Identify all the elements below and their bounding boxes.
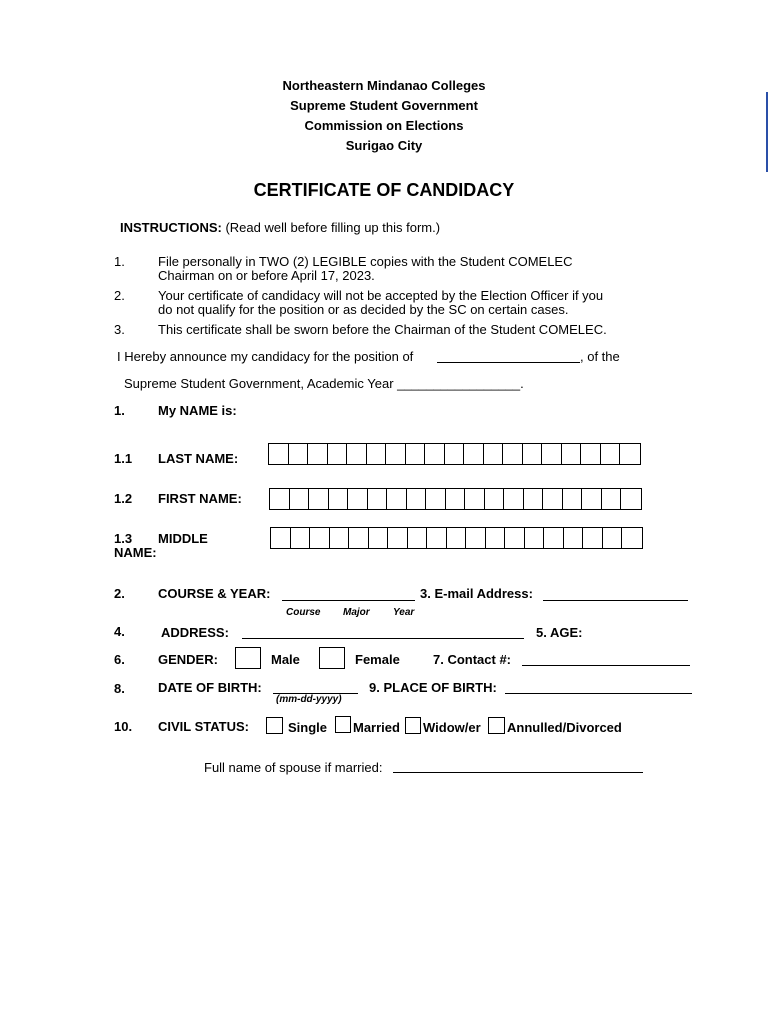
married-checkbox[interactable]	[335, 716, 351, 733]
dob-hint: (mm-dd-yyyy)	[276, 694, 342, 705]
married-label: Married	[353, 720, 400, 735]
name-section-label: My NAME is:	[158, 403, 237, 418]
announce-prefix: I Hereby announce my candidacy for the position of	[117, 349, 414, 364]
age-label: 5. AGE:	[536, 625, 583, 640]
dob-num: 8.	[114, 681, 125, 696]
last-name-label: LAST NAME:	[158, 451, 239, 466]
course-hint-major: Major	[343, 607, 370, 618]
instruction-1-line2: Chairman on or before April 17, 2023.	[158, 268, 375, 283]
last-name-num: 1.1	[114, 451, 133, 466]
instruction-3-line1: This certificate shall be sworn before the Chairman of the Student COMELEC.	[158, 322, 607, 337]
course-hint-course: Course	[286, 607, 321, 618]
name-section-num: 1.	[114, 403, 125, 418]
address-label: ADDRESS:	[161, 625, 229, 640]
male-label: Male	[271, 652, 300, 667]
middle-name-num: 1.3	[114, 531, 133, 546]
email-field[interactable]	[543, 600, 688, 601]
civil-num: 10.	[114, 719, 133, 734]
course-hint-year: Year	[393, 607, 415, 618]
middle-name-boxes[interactable]	[270, 527, 643, 549]
pob-field[interactable]	[505, 693, 692, 694]
instruction-1-num: 1.	[114, 254, 125, 269]
org-name: Supreme Student Government	[290, 98, 478, 113]
position-field[interactable]	[437, 362, 580, 363]
first-name-label: FIRST NAME:	[158, 491, 242, 506]
school-name: Northeastern Mindanao Colleges	[282, 78, 486, 93]
last-name-boxes[interactable]	[268, 443, 641, 465]
annulled-label: Annulled/Divorced	[507, 720, 622, 735]
instructions-note: (Read well before filling up this form.)	[221, 220, 441, 235]
city-name: Surigao City	[345, 138, 423, 153]
female-checkbox[interactable]	[319, 647, 345, 669]
contact-label: 7. Contact #:	[433, 652, 512, 667]
address-field[interactable]	[242, 638, 524, 639]
single-checkbox[interactable]	[266, 717, 283, 734]
spouse-field[interactable]	[393, 772, 643, 773]
course-field[interactable]	[282, 600, 415, 601]
widow-label: Widow/er	[423, 720, 481, 735]
middle-name-label2: NAME:	[114, 545, 157, 560]
instructions	[120, 220, 440, 235]
spouse-label: Full name of spouse if married:	[204, 760, 383, 775]
instruction-2-line1: Your certificate of candidacy will not be accepted by the Election Officer if you	[158, 288, 604, 303]
pob-label: 9. PLACE OF BIRTH:	[369, 680, 497, 695]
first-name-boxes[interactable]	[269, 488, 642, 510]
gender-num: 6.	[114, 652, 125, 667]
annulled-checkbox[interactable]	[488, 717, 505, 734]
widow-checkbox[interactable]	[405, 717, 421, 734]
instruction-2-line2: do not qualify for the position or as decided by the SC on certain cases.	[158, 302, 569, 317]
instructions-label: INSTRUCTIONS:	[120, 220, 222, 235]
contact-field[interactable]	[522, 665, 690, 666]
single-label: Single	[288, 720, 328, 735]
announce-suffix: , of the	[580, 349, 620, 364]
commission-name: Commission on Elections	[304, 118, 464, 133]
civil-label: CIVIL STATUS:	[158, 719, 249, 734]
instruction-1-line1: File personally in TWO (2) LEGIBLE copies with the Student COMELEC	[158, 254, 573, 269]
announce-line2: Supreme Student Government, Academic Year _________________.	[124, 376, 524, 391]
course-label: COURSE & YEAR:	[158, 586, 271, 601]
gender-label: GENDER:	[158, 652, 218, 667]
middle-name-label: MIDDLE	[158, 531, 208, 546]
first-name-num: 1.2	[114, 491, 133, 506]
instruction-3-num: 3.	[114, 322, 125, 337]
page-title: CERTIFICATE OF CANDIDACY	[253, 180, 515, 200]
instruction-2-num: 2.	[114, 288, 125, 303]
address-num: 4.	[114, 624, 125, 639]
male-checkbox[interactable]	[235, 647, 261, 669]
course-num: 2.	[114, 586, 125, 601]
dob-label: DATE OF BIRTH:	[158, 680, 262, 695]
email-label: 3. E-mail Address:	[420, 586, 533, 601]
female-label: Female	[355, 652, 400, 667]
